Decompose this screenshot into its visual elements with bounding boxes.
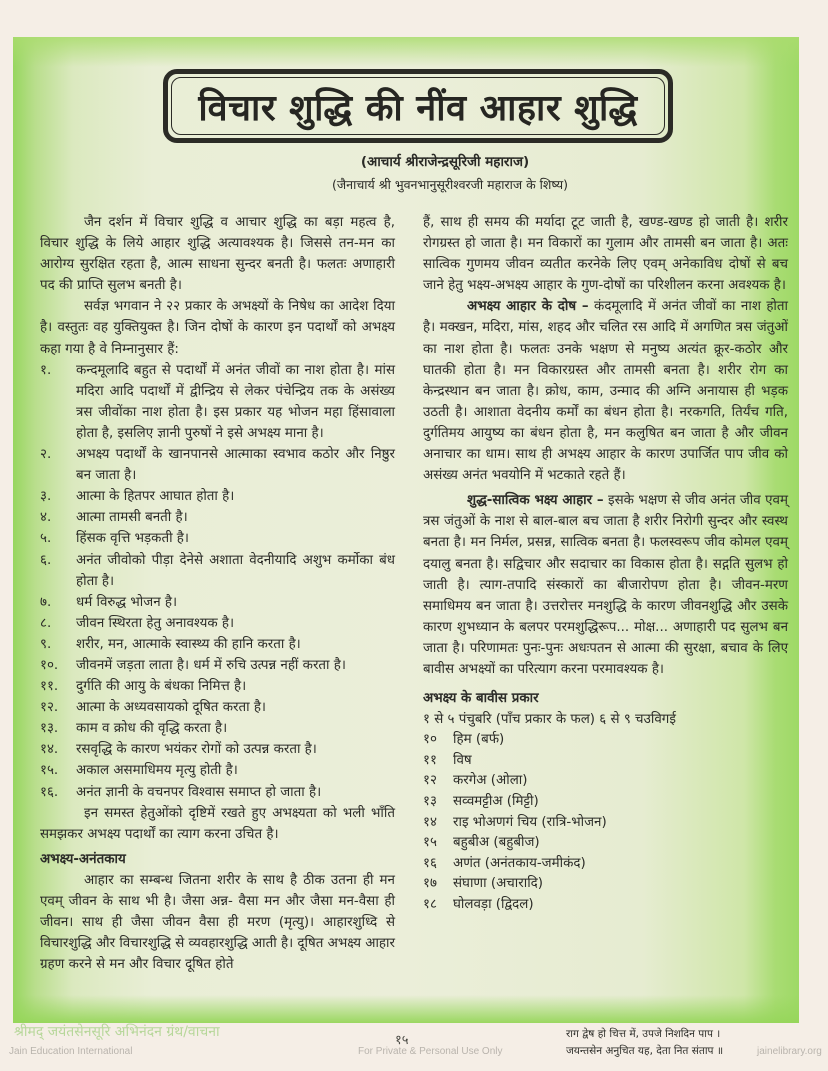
list-item: [40, 528, 395, 549]
reasons-list: [40, 360, 395, 803]
list-item: [40, 360, 395, 444]
list-item: [40, 634, 395, 655]
list-item: [423, 771, 788, 792]
list-item: [40, 550, 395, 592]
list-number: १३.: [40, 721, 59, 737]
list-number: ६.: [40, 552, 52, 568]
list-number: १०: [423, 732, 437, 748]
title-frame: [163, 69, 673, 143]
list-item: [40, 613, 395, 634]
watermark-usage: For Private & Personal Use Only: [358, 1046, 503, 1057]
list-number: ११: [423, 752, 437, 768]
list-text: सव्वमट्टीअ (मिट्टी): [453, 794, 539, 810]
list-number: १०.: [40, 657, 59, 673]
list-text: आत्मा के हितपर आघात होता है।: [76, 489, 235, 505]
list-item: [423, 730, 788, 751]
list-text: अनंत ज्ञानी के वचनपर विश्वास समाप्त हो जाता है।: [76, 784, 322, 800]
list-item: [423, 792, 788, 813]
list-text: जीवनमें जड़ता लाता है। धर्म में रुचि उत्पन्न नहीं करता है।: [76, 657, 346, 673]
list-item: [40, 592, 395, 613]
list-item: [40, 697, 395, 718]
list-number: १५: [423, 835, 437, 851]
continuation-paragraph: हैं, साथ ही समय की मर्यादा टूट जाती है, खण्ड-खण्ड हो जाती है। शरीर रोगग्रस्त हो जाता है। मन विकारों का गुलाम और तामसी बन जाता है। अतः सात्विक गुणमय जीवन व्यतीत करनेके लिए एवम् अनेकाविध दोषों से बच जाने हेतु भक्ष्य-अभक्ष्य आहार के गुण-दोषों का परिशीलन करना अवश्यक है।: [423, 215, 788, 294]
list-number: १२: [423, 773, 437, 789]
couplet-line: जयन्तसेन अनुचित यह, देता नित संताप ॥: [566, 1045, 724, 1057]
title-inner-border: [171, 77, 665, 135]
list-item: [40, 739, 395, 760]
list-number: १५.: [40, 763, 59, 779]
list-item: [40, 655, 395, 676]
list-item: [40, 782, 395, 803]
list-text: जीवन स्थिरता हेतु अनावश्यक है।: [76, 615, 235, 631]
list-text: हिंसक वृत्ति भड़कती है।: [76, 531, 189, 547]
list-number: १.: [40, 362, 52, 378]
varieties-heading: अभक्ष्य के बावीस प्रकार: [423, 691, 539, 707]
list-text: विष: [453, 752, 472, 768]
list-number: ५.: [40, 531, 52, 547]
list-text: अनंत जीवोको पीड़ा देनेसे अशाता वेदनीयादि अशुभ कर्मोका बंध होता है।: [76, 552, 395, 589]
list-text: अभक्ष्य पदार्थों के खानपानसे आत्माका स्वभाव कठोर और निष्ठुर बन जाता है।: [76, 447, 395, 484]
list-number: १७: [423, 876, 437, 892]
intro-paragraph: सर्वज्ञ भगवान ने २२ प्रकार के अभक्ष्यों के निषेध का आदेश दिया है। वस्तुतः वह युक्तियुक्त है। जिन दोषों के कारण इन पदार्थों को अभक्ष्य कहा गया है वे निम्नानुसार हैं:: [40, 299, 395, 357]
list-item: [423, 813, 788, 834]
list-number: १६.: [40, 784, 59, 800]
list-number: १२.: [40, 700, 59, 716]
list-item: [423, 874, 788, 895]
author-lineage: (जैनाचार्य श्री भुवनभानुसूरीश्वरजी महाराज के शिष्य): [332, 177, 568, 192]
page-number: १५: [395, 1033, 409, 1048]
list-item: [40, 444, 395, 486]
list-number: ८.: [40, 615, 52, 631]
pure-food-lead: शुद्ध-सात्विक भक्ष्य आहार –: [467, 493, 604, 509]
author-name: (आचार्य श्रीराजेन्द्रसूरिजी महाराज): [360, 154, 530, 170]
list-number: १४.: [40, 742, 59, 758]
list-number: १६: [423, 855, 437, 871]
section-heading: अभक्ष्य-अनंतकाय: [40, 851, 126, 867]
list-item: [423, 751, 788, 772]
list-text: शरीर, मन, आत्माके स्वास्थ्य की हानि करता है।: [76, 636, 301, 652]
list-number: ४.: [40, 510, 52, 526]
pure-food-text: इसके भक्षण से जीव अनंत जीव एवम् त्रस जंतुओं के नाश से बाल-बाल बच जाता है शरीर निरोगी सुन्दर और स्वस्थ बनता है। मन निर्मल, प्रसन्न, सात्विक बनता है। फलस्वरूप जीव कोमल एवम् दयालु बनता है। सद्विचार और सदाचार का विकास होता है। सद्गति सुलभ हो जाती है। त्याग-तपादि संस्कारों का बीजारोपण होता है। जीवन-मरण समाधिमय बन जाता है। उत्तरोत्तर मनशुद्धि के कारण जीवनशुद्धि और उसके कारण शुभध्यान के बलपर परमशुद्धिरूप... मोक्ष... अणाहारी पद सुलभ बन जाता है। परिणामतः पुनः-पुनः अधःपतन से आत्मा की सुरक्षा, बचाव के लिए बावीस अभक्ष्यों का परित्याग करना परमावश्यक है।: [423, 493, 788, 677]
list-number: २.: [40, 447, 52, 463]
list-item: [40, 676, 395, 697]
list-number: १४: [423, 814, 437, 830]
list-text: करगेअ (ओला): [453, 773, 528, 789]
pure-food-paragraph: [423, 490, 788, 680]
list-item: [40, 507, 395, 528]
list-item: [423, 895, 788, 916]
list-text: आत्मा तामसी बनती है।: [76, 510, 188, 526]
book-title: श्रीमद् जयंतसेनसूरि अभिनंदन ग्रंथ/वाचना: [14, 1024, 220, 1040]
conclusion-paragraph: इन समस्त हेतुओंको दृष्टिमें रखते हुए अभक्ष्यता को भली भाँति समझकर अभक्ष्य पदार्थों का त्याग करना उचित है।: [40, 805, 395, 842]
list-item: [40, 486, 395, 507]
list-text: रसवृद्धि के कारण भयंकर रोगों को उत्पन्न करता है।: [76, 742, 317, 758]
faults-text: कंदमूलादि में अनंत जीवों का नाश होता है। मक्खन, मदिरा, मांस, शहद और चलित रस आदि में अगणित त्रस जंतुओं का नाश होता है। फलतः उनके भक्षण से मनुष्य अत्यंत क्रूर-कठोर और घातकी होता है। मन विकारग्रस्त और तामसी बनता है। शरीर रोग का केन्द्रस्थान बन जाता है। क्रोध, काम, उन्माद की अग्नि अनायास ही भड़क उठती है। आशाता वेदनीय कर्मों का बंधन होता है। नरकगति, तिर्यंच गति, दुर्गतिमय आयुष्य का बंधन होता है, मन कलुषित बन जाता है और जीवन अनाचार का धाम। साथ ही अभक्ष्य आहार के कारण उपार्जित पाप जीव को असंख्य अनंत भवयोनि में भटकाते रहते हैं।: [423, 299, 788, 484]
list-text: संघाणा (अचारादि): [453, 876, 544, 892]
faults-paragraph: [423, 296, 788, 486]
list-number: १३: [423, 794, 437, 810]
intro-paragraph: जैन दर्शन में विचार शुद्धि व आचार शुद्धि का बड़ा महत्व है, विचार शुद्धि के लिये आहार शुद्धि अत्यावश्यक है। जिससे तन-मन का आरोग्य सुरक्षित रहता है, आत्म साधना सुन्दर बनती है। फलतः अणाहारी पद की प्राप्ति सुलभ बनती है।: [40, 215, 395, 294]
varieties-list: [423, 730, 788, 915]
list-number: ९.: [40, 636, 52, 652]
couplet-line: राग द्वेष हो चित्त में, उपजे निशदिन पाप ।: [566, 1028, 721, 1040]
list-text: दुर्गति की आयु के बंधका निमित्त है।: [76, 679, 247, 695]
list-text: हिम (बर्फ): [453, 732, 505, 748]
list-text: कन्दमूलादि बहुत से पदार्थों में अनंत जीवों का नाश होता है। मांस मदिरा आदि पदार्थों में द्वीन्द्रिय से लेकर पंचेन्द्रिय तक के असंख्य त्रस जीवोंका नाश होता है। इस प्रकार यह भोजन महा हिंसावाला होता है, इसलिए ज्ञानी पुरुषों ने इसे अभक्ष्य माना है।: [76, 362, 395, 441]
list-number: ७.: [40, 594, 52, 610]
list-number: ११.: [40, 679, 59, 695]
list-number: ३.: [40, 489, 52, 505]
list-text: राइ भोअणगं चिय (रात्रि-भोजन): [453, 814, 607, 830]
list-text: धर्म विरुद्ध भोजन है।: [76, 594, 178, 610]
watermark-publisher: Jain Education International: [9, 1046, 133, 1057]
list-item: [40, 718, 395, 739]
left-column: [40, 212, 395, 975]
list-text: काम व क्रोध की वृद्धि करता है।: [76, 721, 228, 737]
list-text: आत्मा के अध्यवसायको दूषित करता है।: [76, 700, 267, 716]
list-text: अणंत (अनंतकाय-जमीकंद): [453, 855, 586, 871]
article-title: विचार शुद्धि की नींव आहार शुद्धि: [198, 87, 638, 129]
list-item: [423, 833, 788, 854]
list-text: बहुबीअ (बहुबीज): [453, 835, 540, 851]
section-paragraph: आहार का सम्बन्ध जितना शरीर के साथ है ठीक उतना ही मन एवम् जीवन के साथ भी है। जैसा अन्न- वैसा मन और जैसा मन-वैसा ही जीवन। साथ ही जैसा जीवन वैसा ही मरण (मृत्यु)। आहारशुध्दि से विचारशुद्धि और विचारशुद्धि से व्यवहारशुद्धि आती है। दूषित अभक्ष्य आहार ग्रहण करने से मन और विचार दूषित होते: [40, 872, 395, 973]
list-text: अकाल असमाधिमय मृत्यु होती है।: [76, 763, 238, 779]
list-item: [40, 760, 395, 781]
list-number: १८: [423, 897, 437, 912]
faults-lead: अभक्ष्य आहार के दोष –: [467, 299, 589, 315]
list-text: घोलवड़ा (द्विदल): [453, 897, 534, 912]
list-item: [423, 854, 788, 875]
watermark-site: jainelibrary.org: [757, 1046, 822, 1057]
varieties-first-line: १ से ५ पंचुबरि (पाँच प्रकार के फल) ६ से ९ चउविगई: [423, 712, 676, 728]
right-column: [423, 212, 788, 916]
